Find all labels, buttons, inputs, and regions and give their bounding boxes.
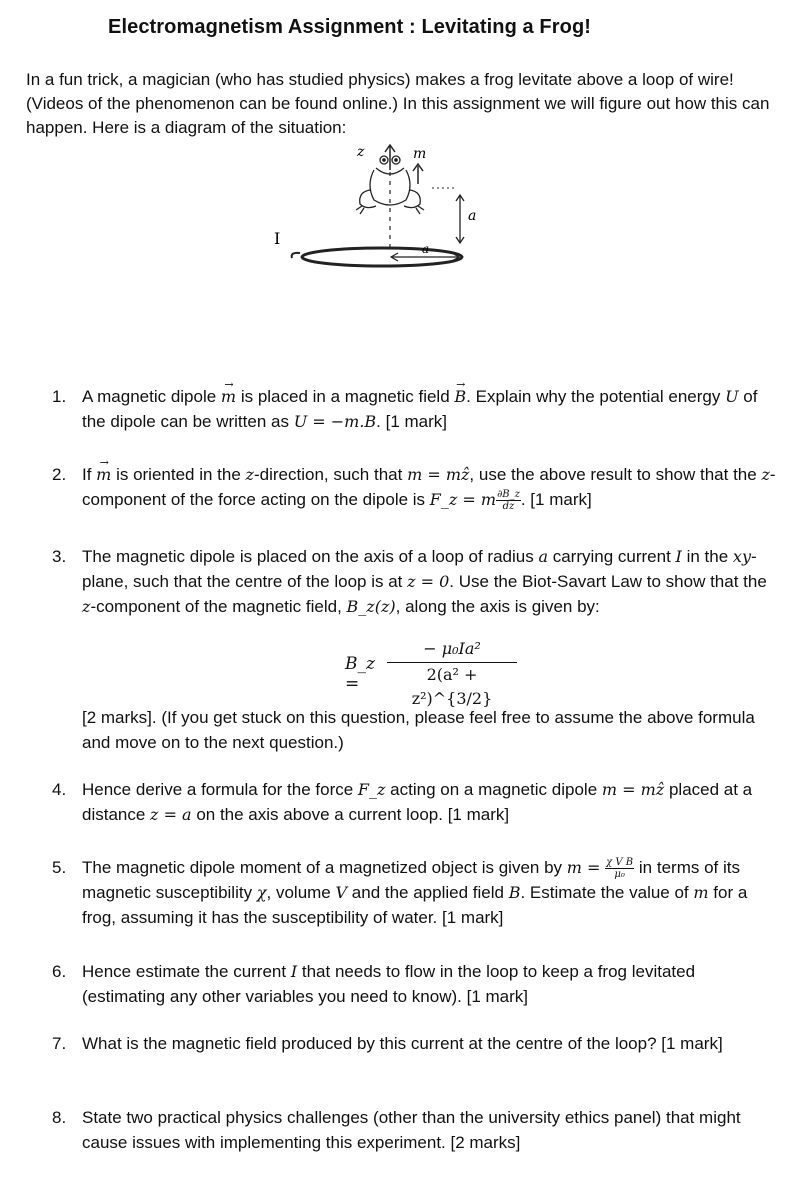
question-number: 4. — [52, 780, 67, 799]
question-number: 6. — [52, 962, 67, 981]
question-5: 5. The magnetic dipole moment of a magnetized object is given by m = $\frac{\text{χ V B}}{\text{μ₀}}$ in terms of its magnetic susceptibility χ, volume V and the applied field B. Estimate the value of m for a frog, assuming it has the susceptibility of water. [1 mark] — [52, 855, 782, 930]
equation: F_z = m — [429, 490, 497, 509]
intro-paragraph: In a fun trick, a magician (who has studied physics) makes a frog levitate above a loop of wire! (Videos of the phenomenon can be found online.) In this assignment we will figure out how this can happen. Here is a diagram of the situation: — [26, 70, 770, 137]
equation: z = 0 — [407, 572, 450, 591]
moment-label: m — [413, 146, 427, 162]
current-label: I — [274, 229, 281, 248]
question-number: 1. — [52, 387, 67, 406]
question-number: 7. — [52, 1034, 67, 1053]
fraction: $\frac{\partial B\_z}{dz}$ — [497, 489, 520, 513]
question-number: 3. — [52, 547, 67, 566]
frog-loop-diagram — [270, 140, 500, 275]
question-2: 2. If → m is oriented in the z-direction, such that m = mẑ, use the above result to show that the z-component of the force acting on the dipole is F_z = m $\frac{\partial B\_z}{dz}$ . [1 mark] — [52, 462, 782, 512]
equation: m = mẑ — [601, 780, 665, 799]
equation: z = a — [150, 805, 192, 824]
equation: B_z(z) — [346, 597, 396, 616]
height-label: a — [468, 208, 477, 224]
question-number: 5. — [52, 858, 67, 877]
question-8: 8. State two practical physics challenges (other than the university ethics panel) that might cause issues with implementing this experiment. [2 marks] — [52, 1105, 782, 1155]
radius-label: a — [422, 242, 430, 256]
question-1: 1. A magnetic dipole → m is placed in a magnetic field → B. Explain why the potential energy U of the dipole can be written as U = −m.B. [1 mark] — [52, 384, 782, 434]
page-title: Electromagnetism Assignment : Levitating a Frog! — [108, 16, 592, 38]
equation: U = −m.B — [293, 412, 377, 431]
equation: F_z — [357, 780, 386, 799]
question-6: 6. Hence estimate the current I that needs to flow in the loop to keep a frog levitated (estimating any other variables you need to know). [1 mark] — [52, 959, 782, 1009]
equation: m = — [566, 858, 601, 877]
question-number: 8. — [52, 1108, 67, 1127]
z-axis-label: z — [357, 144, 365, 160]
question-3: 3. The magnetic dipole is placed on the axis of a loop of radius a carrying current I in the xy-plane, such that the centre of the loop is at z = 0. Use the Biot-Savart Law to show that the z-component of the magnetic field, B_z(z), along the axis is given by: — [52, 544, 782, 619]
equation: m = mẑ — [407, 465, 470, 484]
question-3-note: [2 marks]. (If you get stuck on this question, please feel free to assume the above formula and move on to the next question.) — [82, 708, 755, 752]
question-4: 4. Hence derive a formula for the force F_z acting on a magnetic dipole m = mẑ placed at a distance z = a on the axis above a current loop. [1 mark] — [52, 777, 782, 827]
question-7: 7. What is the magnetic field produced by this current at the centre of the loop? [1 mark] — [52, 1031, 782, 1056]
fraction: $\frac{\text{χ V B}}{\text{μ₀}}$ — [606, 857, 634, 881]
question-number: 2. — [52, 465, 67, 484]
